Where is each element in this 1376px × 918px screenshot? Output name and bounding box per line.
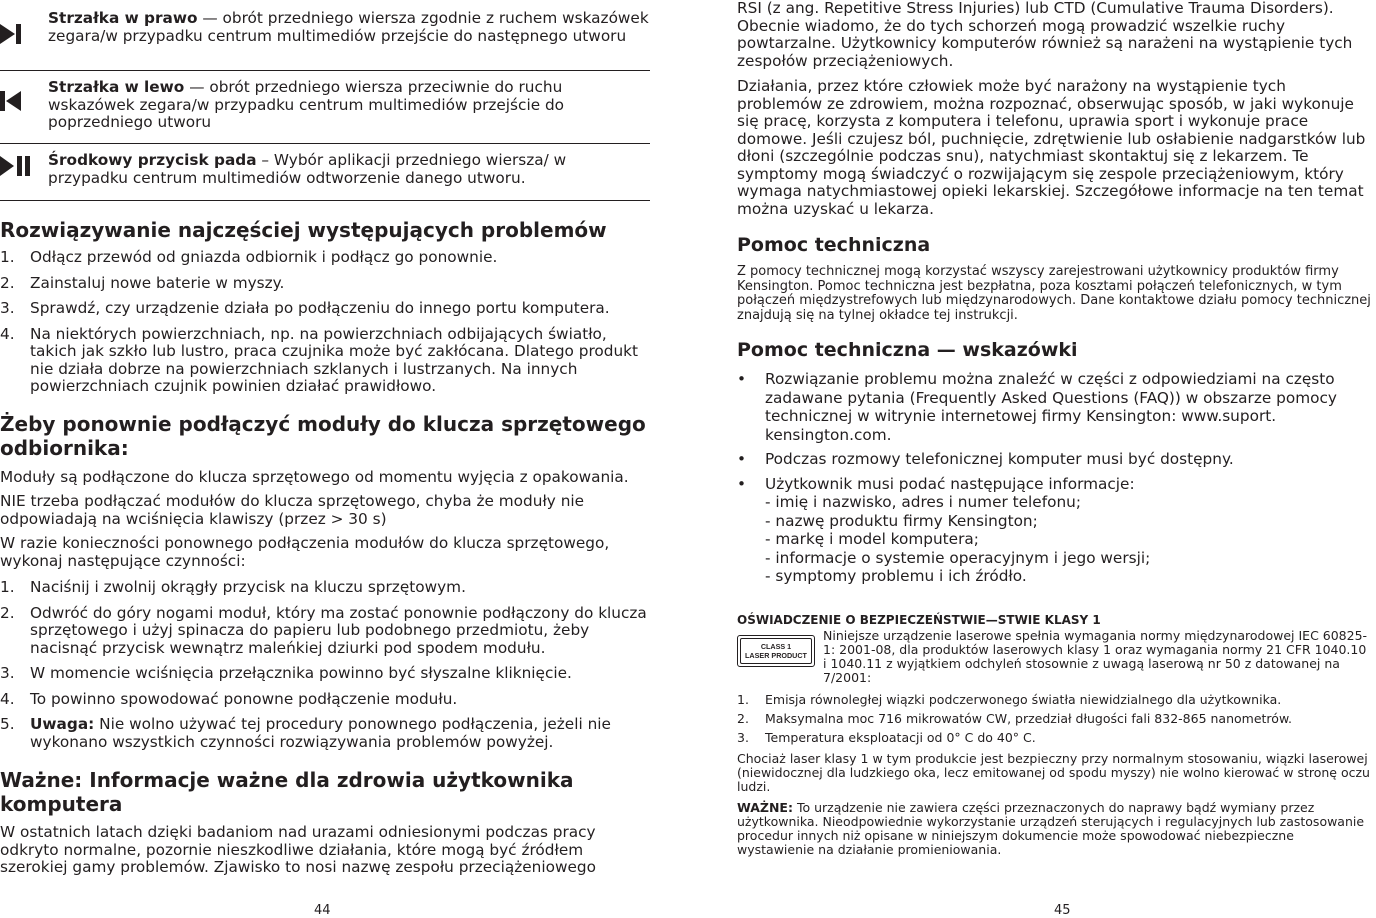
list-item: 1. Emisja równoległej wiązki podczerwonego światła niewidzialnego dla użytkownika.: [737, 691, 1282, 707]
laser-block: [737, 629, 1373, 685]
list-item: 3. W momencie wciśnięcia przełącznika powinno być słyszalne kliknięcie.: [0, 664, 572, 682]
tips-sub-item: - informacje o systemie operacyjnym i jego wersji;: [765, 548, 1151, 567]
support-paragraph: Z pomocy technicznej mogą korzystać wszyscy zarejestrowani użytkownicy produktów firmy Kensington. Pomoc techniczna jest bezpłatna, poza kosztami połączeń telefonicznych, w tym połączeń międzystrefowych lub międzynarodowych. Dane kontaktowe działu pomocy technicznej znajdują się na tylnej okładce tej instrukcji.: [737, 264, 1371, 323]
control-title: Strzałka w prawo: [48, 9, 198, 27]
control-title: Strzałka w lewo: [48, 78, 185, 96]
health-heading: Ważne: Informacje ważne dla zdrowia użytkownika komputera: [0, 768, 574, 816]
tips-list: [737, 370, 1373, 586]
health-continued: RSI (z ang. Repetitive Stress Injuries) lub CTD (Cumulative Trauma Disorders). Obecnie wiadomo, że do tych schorzeń mogą prowadzić wszelkie ruchy powtarzalne. Użytkownicy komputerów również są narażeni na wystąpienie tych zespołów przeciążeniowych.: [737, 0, 1353, 70]
list-item: 2. Maksymalna moc 716 mikrowatów CW, przedział długości fali 832-865 nanometrów.: [737, 710, 1292, 726]
list-item: 5. Uwaga: Nie wolno używać tej procedury ponownego podłączenia, jeżeli nie wykonano wszystkich czynności rozwiązywania problemów powyżej.: [0, 715, 611, 751]
tips-heading: Pomoc techniczna — wskazówki: [737, 339, 1078, 361]
play-pause-icon: [0, 156, 30, 176]
control-row-left-arrow: [0, 71, 650, 144]
health-paragraph-2: Działania, przez które człowiek może być narażony na wystąpienie tych problemów ze zdrowiem, można rozpoznać, obserwując sposób, w jaki wykonuje się pracę, korzysta z komputera i telefonu, uprawia sport i wykonuje prace domowe. Jeśli czujesz ból, puchnięcie, zdrętwienie lub osłabienie nadgarstków lub dłoni (szczególnie podczas snu), natychmiast skontaktuj się z lekarzem. Te symptomy mogą świadczyć o rozwijającym się zespole przeciążeniowym, który wymaga natychmiastowej opieki lekarskiej. Szczegółowe informacje na ten temat można uzyskać u lekarza.: [737, 77, 1366, 218]
left-page: [0, 0, 650, 877]
reconnect-p2: NIE trzeba podłączać modułów do klucza sprzętowego, chyba że moduły nie odpowiadają na wciśnięcia klawiszy (przez > 30 s): [0, 492, 585, 528]
previous-track-icon: [0, 91, 22, 111]
control-desc: — obrót przedniego wiersza zgodnie z ruchem wskazówek zegara/w przypadku centrum multimediów przejście do następnego utworu: [48, 9, 649, 45]
control-title: Środkowy przycisk pada: [48, 151, 257, 169]
control-desc: — obrót przedniego wiersza przeciwnie do ruchu wskazówek zegara/w przypadku centrum multimediów przejście do poprzedniego utworu: [48, 78, 565, 131]
reconnect-steps: [0, 579, 650, 751]
list-item: 2. Zainstaluj nowe baterie w myszy.: [0, 273, 285, 292]
list-item: 3. Temperatura eksploatacji od 0° C do 40° C.: [737, 729, 1036, 745]
reconnect-heading: Żeby ponownie podłączyć moduły do klucza sprzętowego odbiornika:: [0, 411, 646, 460]
list-item: 2. Odwróć do góry nogami moduł, który ma zostać ponownie podłączony do klucza sprzętowego i użyj spinacza do papieru lub podobnego przedmiotu, żeby nacisnąć przycisk wewnątrz maleńkiej dziurki pod spodem modułu.: [0, 603, 647, 657]
tips-sub-item: - nazwę produktu firmy Kensington;: [765, 511, 1038, 530]
laser-title: OŚWIADCZENIE O BEZPIECZEŃSTWIE—STWIE KLASY 1: [737, 612, 1101, 627]
tips-sub-item: - imię i nazwisko, adres i numer telefonu;: [765, 493, 1081, 511]
health-paragraph: W ostatnich latach dzięki badaniom nad urazami odniesionymi podczas pracy odkryto normalne, pozornie nieszkodliwe działania, które mogą być źródłem szerokiej gamy problemów. Zjawisko to nosi nazwę zespołu przeciążeniowego: [0, 823, 596, 876]
list-item: • Rozwiązanie problemu można znaleźć w części z odpowiedziami na często zadawane pytania (Frequently Asked Questions (FAQ)) w obszarze pomocy technicznej w witrynie internetowej firmy Kensington: www.suport. kensington.com.: [737, 370, 1337, 444]
warning-paragraph: WAŻNE: To urządzenie nie zawiera części przeznaczonych do naprawy bądź wymiany przez użytkownika. Nieodpowiednie wykorzystanie urządzeń sterujących i regulacyjnych lub zastosowanie procedur innych niż opisane w niniejszym dokumencie może spowodować niebezpieczne wystawienie na działanie promieniowania.: [737, 799, 1365, 857]
list-item: 1. Odłącz przewód od gniazda odbiornik i podłącz go ponownie.: [0, 248, 498, 266]
page-number-right: 45: [1054, 903, 1071, 918]
control-row-right-arrow: [0, 0, 650, 71]
reconnect-p1: Moduły są podłączone do klucza sprzętowego od momentu wyjęcia z opakowania.: [0, 467, 629, 486]
list-item: 1. Naciśnij i zwolnij okrągły przycisk na kluczu sprzętowym.: [0, 578, 466, 596]
right-page: [737, 0, 1373, 857]
control-desc: – Wybór aplikacji przedniego wiersza/ w przypadku centrum multimediów odtworzenie danego utworu.: [48, 151, 567, 187]
laser-paragraph: Niniejsze urządzenie laserowe spełnia wymagania normy międzynarodowej IEC 60825-1: 2001-08, dla produktów laserowych klasy 1 oraz wymagania normy 21 CFR 1040.10 i 1040.11 z wyjątkiem odchyleń stosownie z uwagą laserową nr 50 z datowanej na 7/2001:: [823, 627, 1368, 685]
control-row-center-button: [0, 144, 650, 201]
list-item: 4. Na niektórych powierzchniach, np. na powierzchniach odbijających światło, takich jak szkło lub lustro, praca czujnika może być zakłócana. Dlatego produkt nie działa dobrze na powierzchniach szklanych i lustrzanych. Na innych powierzchniach czujnik powinien działać prawidłowo.: [0, 324, 639, 395]
laser-class-label: CLASS 1 LASER PRODUCT: [737, 635, 815, 667]
list-item: 4. To powinno spowodować ponowne podłączenie modułu.: [0, 689, 458, 708]
laser-list: [737, 693, 1373, 745]
tips-sub-item: - markę i model komputera;: [765, 530, 979, 548]
list-item: • Użytkownik musi podać następujące informacje: - imię i nazwisko, adres i numer telefonu; - nazwę produktu firmy Kensington; - markę i model komputera; - informacje o systemie operacyjnym i jego wersji; - symptomy problemu i ich źródło.: [737, 475, 1373, 586]
troubleshoot-list: [0, 249, 650, 396]
tips-sub-item: - symptomy problemu i ich źródło.: [765, 567, 1027, 585]
laser-note: Chociaż laser klasy 1 w tym produkcie jest bezpieczny przy normalnym stosowaniu, wiązki laserowej (niewidocznej dla ludzkiego oka, lecz emitowanej od spodu myszy) nie wolno kierować w stronę oczu ludzi.: [737, 750, 1370, 794]
reconnect-p3: W razie konieczności ponownego podłączenia modułów do klucza sprzętowego, wykonaj następujące czynności:: [0, 534, 610, 570]
list-item: • Podczas rozmowy telefonicznej komputer musi być dostępny.: [737, 450, 1234, 468]
troubleshoot-heading: Rozwiązywanie najczęściej występujących problemów: [0, 218, 607, 242]
support-heading: Pomoc techniczna: [737, 234, 931, 256]
list-item: 3. Sprawdź, czy urządzenie działa po podłączeniu do innego portu komputera.: [0, 299, 610, 317]
next-track-icon: [0, 24, 22, 44]
page-number-left: 44: [314, 903, 331, 918]
